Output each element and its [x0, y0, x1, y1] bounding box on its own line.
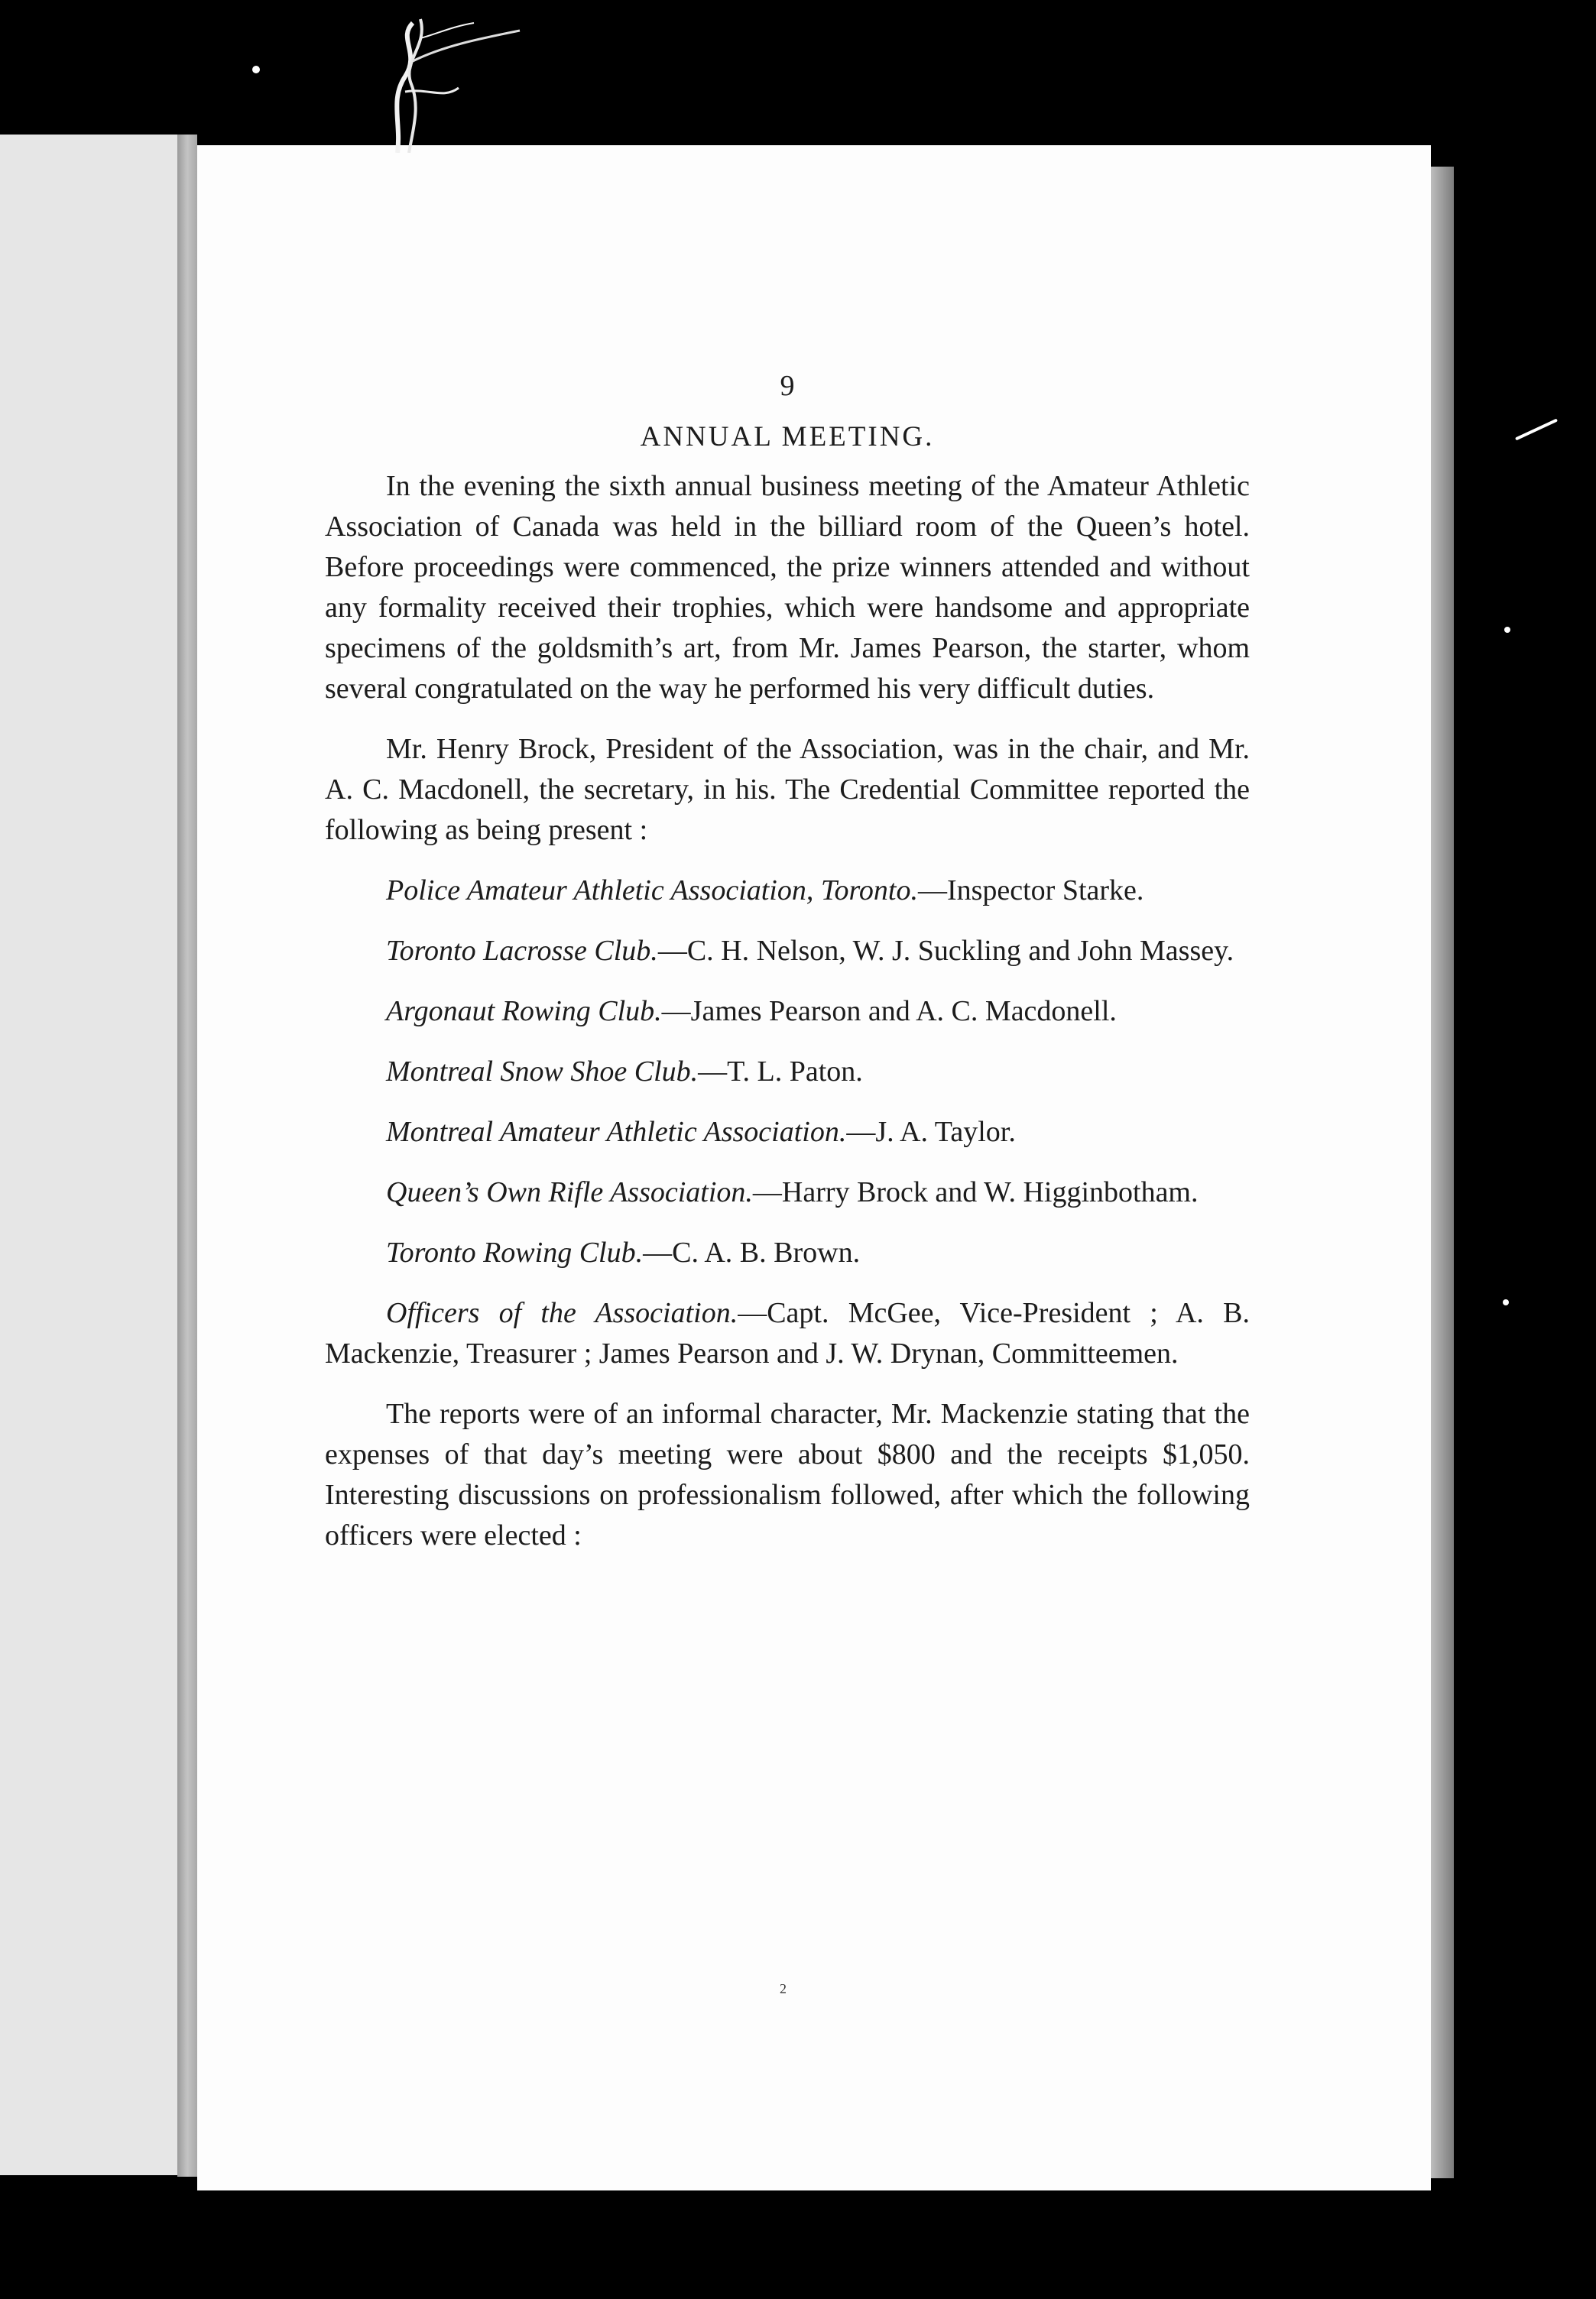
paragraph: In the evening the sixth annual business meeting of the Amateur Athletic Association of Canada was held in the billiard room of the Queen’s hotel. Before proceedings were commenced, the prize winners attended and without any formality received their trophies, which were handsome and appropriate specimens of the goldsmith’s art, from Mr. James Pearson, the starter, whom several congratulated on the way he performed his very difficult duties. — [325, 470, 1250, 705]
organization-name: Police Amateur Athletic Association, Toronto. — [386, 874, 918, 906]
delegation-entry — [325, 1293, 1250, 1374]
delegates: —James Pearson and A. C. Macdonell. — [661, 995, 1117, 1027]
delegates: —Harry Brock and W. Higginbotham. — [752, 1176, 1199, 1208]
delegates: —J. A. Taylor. — [846, 1116, 1016, 1148]
dust-speck — [1515, 419, 1558, 441]
dust-speck — [1504, 627, 1510, 633]
page-text — [325, 359, 1250, 1556]
delegates: —C. H. Nelson, W. J. Suckling and John Massey. — [657, 935, 1234, 967]
delegation-entry — [325, 991, 1250, 1032]
delegates: —T. L. Paton. — [698, 1055, 863, 1088]
binding-thread-image — [367, 15, 543, 153]
delegates: —Capt. McGee, Vice-President ; A. B. Mackenzie, Treasurer ; James Pearson and J. W. Drynan, Committeemen. — [325, 1297, 1250, 1370]
delegates: —Inspector Starke. — [917, 874, 1144, 906]
organization-name: Argonaut Rowing Club. — [386, 995, 662, 1027]
organization-name: Montreal Amateur Athletic Association. — [386, 1116, 847, 1148]
delegation-entry — [325, 1052, 1250, 1092]
organization-name: Queen’s Own Rifle Association. — [386, 1176, 753, 1208]
organization-name: Officers of the Association. — [386, 1297, 738, 1329]
page-edge-shadow — [1431, 167, 1454, 2178]
paragraph: Mr. Henry Brock, President of the Association, was in the chair, and Mr. A. C. Macdonell, the secretary, in his. The Credential Committee reported the following as being present : — [325, 733, 1250, 846]
delegates: —C. A. B. Brown. — [643, 1237, 861, 1269]
organization-name: Toronto Rowing Club. — [386, 1237, 644, 1269]
gutter-rule — [177, 135, 197, 2177]
dust-speck — [1503, 1299, 1509, 1305]
delegation-entry — [325, 1172, 1250, 1213]
organization-name: Toronto Lacrosse Club. — [386, 935, 658, 967]
delegation-entry — [325, 1112, 1250, 1153]
page-number: 9 — [780, 370, 795, 402]
signature-mark: 2 — [780, 1981, 787, 1996]
delegation-entry — [325, 871, 1250, 911]
delegation-entry — [325, 931, 1250, 971]
closing-paragraph: The reports were of an informal character, Mr. Mackenzie stating that the expenses of that day’s meeting were about $800 and the receipts $1,050. Interesting discussions on professionalism followed, after which the following officers were elected : — [325, 1398, 1250, 1552]
delegation-entry — [325, 1233, 1250, 1273]
section-heading: ANNUAL MEETING. — [640, 421, 935, 452]
dust-speck — [252, 66, 260, 73]
organization-name: Montreal Snow Shoe Club. — [386, 1055, 699, 1088]
facing-page — [0, 135, 177, 2175]
